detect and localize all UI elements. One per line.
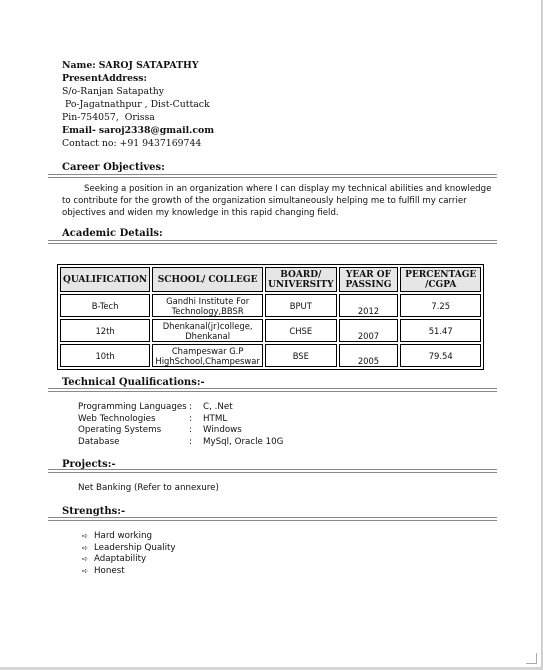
list-item: [82, 554, 176, 566]
tech-key: Web Technologies: [78, 413, 156, 424]
header-board: BOARD/ UNIVERSITY: [265, 267, 336, 292]
projects-title: Projects:-: [62, 459, 116, 470]
tech-value: C, .Net: [203, 402, 233, 412]
candidate-name: SAROJ SATAPATHY: [98, 60, 199, 71]
cell-qualification: 10th: [60, 344, 150, 367]
arrow-bullet-icon: ➪: [82, 543, 88, 552]
career-objective-body: Seeking a position in an organization where I can display my technical abilities and knowledge to contribute for the growth of the organization simultaneously helping me to fulfill my carrier objectives and widen my knowledge in this rapid changing field.: [62, 184, 492, 218]
resize-corner-icon: [526, 653, 537, 664]
address-line-2: Po-Jagatnathpur , Dist-Cuttack: [62, 99, 210, 110]
cell-school: Dhenkanal(jr)college, Dhenkanal: [152, 319, 263, 342]
project-item: Net Banking (Refer to annexure): [78, 483, 219, 493]
cell-percentage: 51.47: [400, 319, 481, 342]
strength-text: Adaptability: [94, 554, 147, 565]
academic-table: [57, 264, 484, 370]
contact-block: [62, 59, 214, 150]
name-line: [62, 59, 214, 72]
table-row: [60, 319, 481, 342]
arrow-bullet-icon: ➪: [82, 566, 88, 575]
tech-sep: :: [189, 436, 192, 447]
arrow-bullet-icon: ➪: [82, 532, 88, 540]
strength-text: Hard working: [94, 531, 153, 541]
tech-key: Programming Languages: [78, 402, 187, 412]
tech-sep: :: [189, 425, 192, 436]
address-label: PresentAddress:: [62, 73, 147, 84]
list-item: [82, 566, 176, 578]
address-line-1: S/o-Ranjan Satapathy: [62, 86, 165, 97]
list-item: [78, 402, 283, 414]
cell-qualification: B-Tech: [60, 294, 150, 317]
academic-details-title: Academic Details:: [62, 228, 163, 239]
projects-rule: [48, 469, 497, 473]
list-item: [82, 531, 176, 543]
contact-number: Contact no: +91 9437169744: [62, 138, 202, 149]
list-item: [78, 437, 283, 449]
cell-qualification: 12th: [60, 319, 150, 342]
academic-rule: [48, 240, 497, 244]
name-label: Name:: [62, 60, 96, 71]
header-percentage: PERCENTAGE /CGPA: [400, 267, 481, 292]
career-objective-text: [62, 183, 492, 219]
cell-board: BPUT: [265, 294, 336, 317]
list-item: [78, 425, 283, 437]
strengths-title: Strengths:-: [62, 506, 126, 517]
cell-school: Gandhi Institute For Technology,BBSR: [152, 294, 263, 317]
header-qualification: QUALIFICATION: [60, 267, 150, 292]
email-label: Email-: [62, 125, 96, 136]
strength-text: Leadership Quality: [94, 542, 176, 553]
career-objectives-title: Career Objectives:: [62, 162, 165, 173]
table-row: [60, 344, 481, 367]
tech-key: Database: [78, 436, 120, 447]
arrow-bullet-icon: ➪: [82, 555, 88, 564]
tech-key: Operating Systems: [78, 425, 162, 436]
cell-year: 2012: [339, 294, 399, 317]
tech-value: HTML: [203, 413, 228, 424]
tech-value: MySql, Oracle 10G: [203, 436, 284, 447]
cell-percentage: 79.54: [400, 344, 481, 367]
strengths-list: [82, 531, 176, 577]
tech-sep: :: [189, 402, 192, 412]
table-row: [60, 294, 481, 317]
tech-value: Windows: [203, 425, 242, 436]
address-line-3: Pin-754057, Orissa: [62, 112, 155, 123]
list-item: [78, 414, 283, 426]
list-item: [82, 543, 176, 555]
email-value: saroj2338@gmail.com: [98, 125, 215, 136]
strengths-rule: [48, 517, 497, 521]
tech-sep: :: [189, 413, 192, 424]
cell-year: 2007: [339, 319, 399, 342]
cell-school: Champeswar G.P HighSchool,Champeswar: [152, 344, 263, 367]
cell-year: 2005: [339, 344, 399, 367]
email-line: [62, 124, 214, 137]
cell-board: CHSE: [265, 319, 336, 342]
technical-list: [78, 402, 283, 448]
strength-text: Honest: [94, 565, 125, 576]
header-year: YEAR OF PASSING: [339, 267, 399, 292]
technical-title: Technical Qualifications:-: [62, 377, 205, 388]
technical-rule: [48, 388, 497, 392]
header-school: SCHOOL/ COLLEGE: [152, 267, 263, 292]
cell-percentage: 7.25: [400, 294, 481, 317]
cell-board: BSE: [265, 344, 336, 367]
table-header-row: [60, 267, 481, 292]
career-rule: [48, 174, 497, 178]
